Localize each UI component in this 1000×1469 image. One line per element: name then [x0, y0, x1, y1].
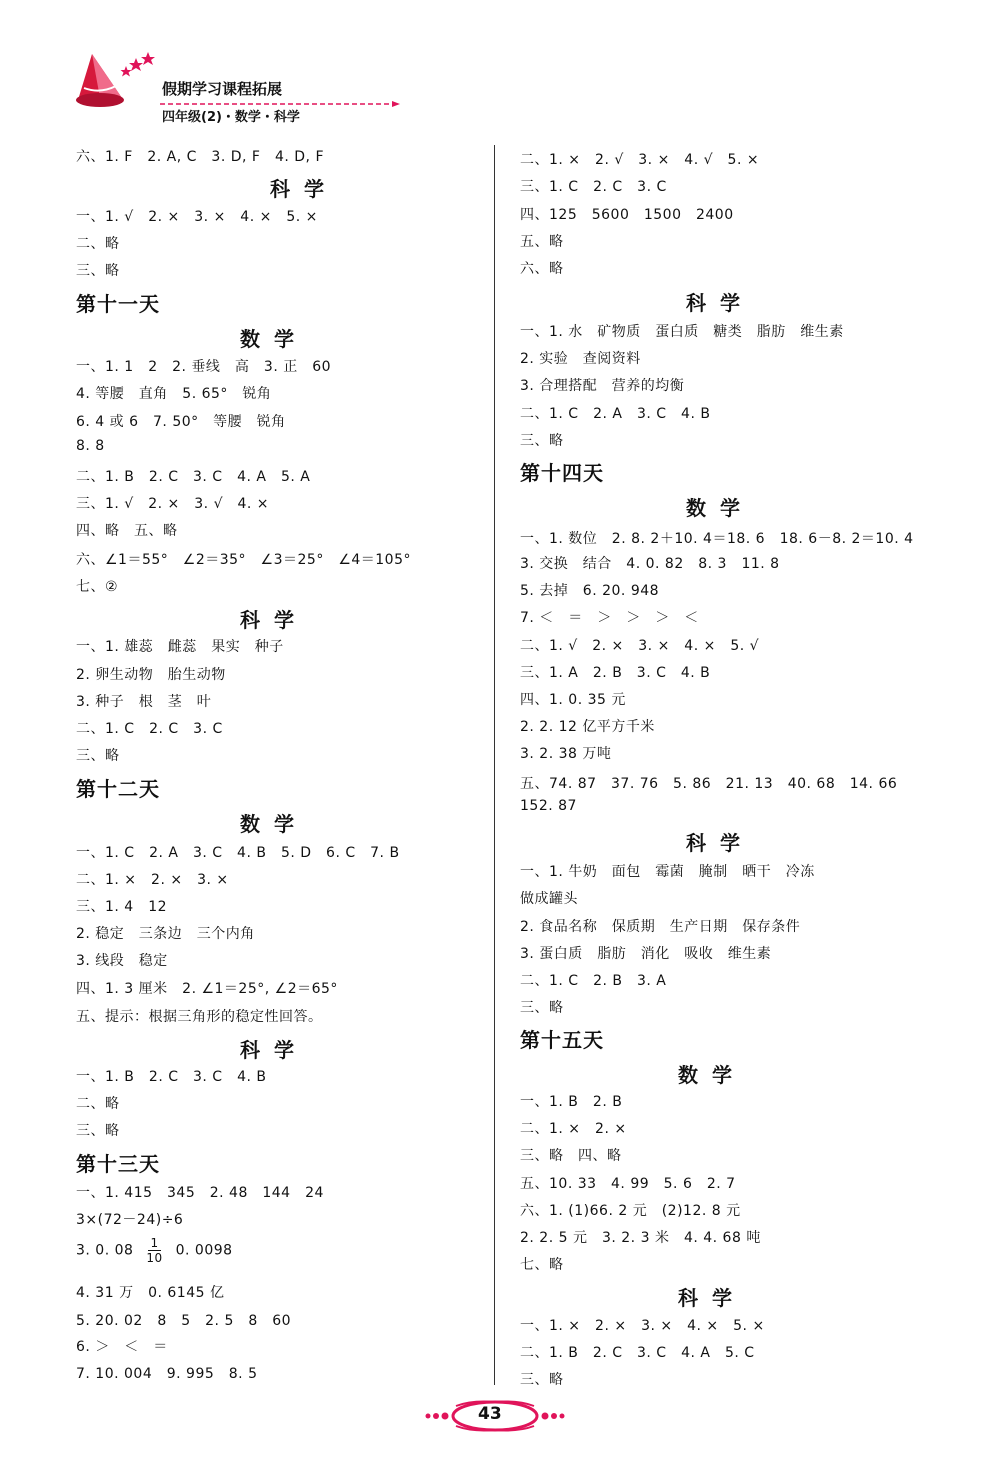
- day-heading: 第十二天: [76, 777, 160, 801]
- answer-line: [76, 1236, 233, 1265]
- page-header: [70, 48, 400, 128]
- answer-line: 2. 食品名称 保质期 生产日期 保存条件: [520, 919, 801, 935]
- header-subtitle: 四年级(2)・数学・科学: [162, 110, 300, 125]
- answer-line: 六、略: [520, 261, 564, 277]
- answer-line: 152. 87: [520, 798, 577, 814]
- answer-line: 做成罐头: [520, 891, 578, 907]
- answer-line: 一、1. 415 345 2. 48 144 24: [76, 1185, 324, 1201]
- answer-text: 3. 0. 08: [76, 1242, 134, 1259]
- answer-line: 三、略: [520, 1372, 564, 1388]
- answer-line: 三、略: [520, 1000, 564, 1016]
- day-heading: 第十五天: [520, 1028, 604, 1052]
- party-hat-logo-icon: [70, 48, 162, 110]
- answer-line: 2. 2. 12 亿平方千米: [520, 719, 655, 735]
- header-title: 假期学习课程拓展: [162, 80, 283, 98]
- answer-line: 一、1. 1 2 2. 垂线 高 3. 正 60: [76, 359, 332, 375]
- answer-line: 三、略: [76, 263, 120, 279]
- day-heading: 第十三天: [76, 1152, 160, 1176]
- answer-line: 4. 31 万 0. 6145 亿: [76, 1285, 225, 1301]
- answer-line: 三、1. A 2. B 3. C 4. B: [520, 665, 711, 681]
- answer-line: 四、125 5600 1500 2400: [520, 207, 734, 223]
- answer-line: 二、1. B 2. C 3. C 4. A 5. A: [76, 469, 311, 485]
- subject-heading: 科学: [240, 1038, 308, 1062]
- answer-line: 7. 10. 004 9. 995 8. 5: [76, 1366, 258, 1382]
- subject-heading: 数学: [240, 812, 308, 836]
- answer-line: 二、1. C 2. C 3. C: [76, 721, 223, 737]
- answer-line: 二、1. C 2. B 3. A: [520, 973, 667, 989]
- answer-line: 一、1. × 2. × 3. × 4. × 5. ×: [520, 1318, 765, 1334]
- answer-line: 四、1. 0. 35 元: [520, 692, 626, 708]
- answer-line: 2. 2. 5 元 3. 2. 3 米 4. 4. 68 吨: [520, 1230, 761, 1246]
- answer-text: 0. 0098: [175, 1242, 233, 1259]
- day-heading: 第十一天: [76, 292, 160, 316]
- subject-heading: 科学: [686, 831, 754, 855]
- answer-line: 3. 交换 结合 4. 0. 82 8. 3 11. 8: [520, 556, 780, 572]
- answer-line: 一、1. 雄蕊 雌蕊 果实 种子: [76, 639, 284, 655]
- answer-line: 一、1. 水 矿物质 蛋白质 糖类 脂肪 维生素: [520, 324, 844, 340]
- answer-line: 二、1. × 2. × 3. ×: [76, 872, 229, 888]
- answer-line: 七、略: [520, 1257, 564, 1273]
- answer-line: 2. 实验 查阅资料: [520, 351, 641, 367]
- answer-line: 一、1. √ 2. × 3. × 4. × 5. ×: [76, 209, 318, 225]
- answer-line: 2. 稳定 三条边 三个内角: [76, 926, 255, 942]
- page-footer: [420, 1398, 570, 1434]
- subject-heading: 数学: [240, 327, 308, 351]
- subject-heading: 科学: [686, 291, 754, 315]
- answer-line: 六、1. F 2. A, C 3. D, F 4. D, F: [76, 149, 325, 165]
- answer-line: 六、1. (1)66. 2 元 (2)12. 8 元: [520, 1203, 741, 1219]
- subject-heading: 科学: [240, 608, 308, 632]
- answer-line: 二、1. × 2. ×: [520, 1121, 627, 1137]
- fraction-denominator: 10: [146, 1251, 163, 1265]
- answer-line: 5. 20. 02 8 5 2. 5 8 60: [76, 1313, 292, 1329]
- answer-line: 六、∠1＝55° ∠2＝35° ∠3＝25° ∠4＝105°: [76, 552, 411, 568]
- answer-line: 3. 2. 38 万吨: [520, 746, 612, 762]
- answer-line: 二、1. × 2. √ 3. × 4. √ 5. ×: [520, 152, 760, 168]
- answer-line: 三、1. √ 2. × 3. √ 4. ×: [76, 496, 270, 512]
- answer-line: 8. 8: [76, 438, 105, 454]
- answer-line: 二、略: [76, 236, 120, 252]
- answer-line: 五、74. 87 37. 76 5. 86 21. 13 40. 68 14. 66: [520, 776, 898, 792]
- answer-line: 三、略: [520, 433, 564, 449]
- answer-line: 二、1. √ 2. × 3. × 4. × 5. √: [520, 638, 760, 654]
- day-heading: 第十四天: [520, 461, 604, 485]
- answer-line: 四、略 五、略: [76, 523, 178, 539]
- answer-line: 二、1. B 2. C 3. C 4. A 5. C: [520, 1345, 755, 1361]
- answer-line: 三、略: [76, 748, 120, 764]
- answer-line: 6. ＞ ＜ ＝: [76, 1339, 168, 1355]
- answer-line: 五、略: [520, 234, 564, 250]
- subject-heading: 数学: [678, 1063, 746, 1087]
- answer-line: 4. 等腰 直角 5. 65° 锐角: [76, 386, 272, 402]
- answer-line: 3. 合理搭配 营养的均衡: [520, 378, 685, 394]
- answer-line: 7. ＜ ＝ ＞ ＞ ＞ ＜: [520, 610, 699, 626]
- answer-line: 一、1. B 2. C 3. C 4. B: [76, 1069, 267, 1085]
- answer-line: 5. 去掉 6. 20. 948: [520, 583, 660, 599]
- answer-line: 一、1. 牛奶 面包 霉菌 腌制 晒干 冷冻: [520, 864, 815, 880]
- fraction-numerator: 1: [150, 1236, 159, 1250]
- answer-line: 2. 卵生动物 胎生动物: [76, 667, 226, 683]
- answer-line: 一、1. C 2. A 3. C 4. B 5. D 6. C 7. B: [76, 845, 400, 861]
- column-divider: [494, 145, 495, 1385]
- answer-line: 五、提示：根据三角形的稳定性回答。: [76, 1009, 323, 1025]
- answer-line: 三、1. C 2. C 3. C: [520, 179, 667, 195]
- subject-heading: 数学: [686, 496, 754, 520]
- answer-line: 二、1. C 2. A 3. C 4. B: [520, 406, 711, 422]
- answer-line: 二、略: [76, 1096, 120, 1112]
- fraction: [146, 1236, 162, 1265]
- answer-line: 3. 种子 根 茎 叶: [76, 694, 212, 710]
- answer-line: 3. 蛋白质 脂肪 消化 吸收 维生素: [520, 946, 772, 962]
- answer-line: 一、1. 数位 2. 8. 2＋10. 4＝18. 6 18. 6－8. 2＝10. 4: [520, 531, 914, 547]
- subject-heading: 科学: [678, 1286, 746, 1310]
- answer-line: 3×(72－24)÷6: [76, 1212, 184, 1228]
- answer-line: 三、略 四、略: [520, 1148, 622, 1164]
- answer-line: 6. 4 或 6 7. 50° 等腰 锐角: [76, 414, 286, 430]
- answer-line: 三、1. 4 12: [76, 899, 168, 915]
- answer-line: 三、略: [76, 1123, 120, 1139]
- answer-line: 七、②: [76, 579, 119, 595]
- subject-heading: 科学: [270, 177, 338, 201]
- page-number: 43: [478, 1404, 502, 1424]
- answer-line: 五、10. 33 4. 99 5. 6 2. 7: [520, 1176, 736, 1192]
- answer-line: 一、1. B 2. B: [520, 1094, 623, 1110]
- answer-line: 3. 线段 稳定: [76, 953, 168, 969]
- answer-line: 四、1. 3 厘米 2. ∠1＝25°, ∠2＝65°: [76, 981, 338, 997]
